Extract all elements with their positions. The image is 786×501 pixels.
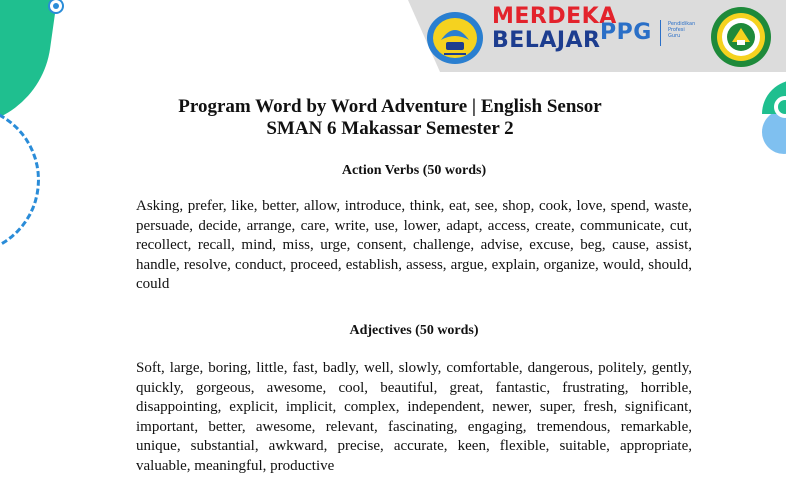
kemdikbud-logo-icon (424, 10, 486, 66)
ppg-sub-line: Pendidikan (668, 21, 696, 27)
section-text-action-verbs: Asking, prefer, like, better, allow, introduce, think, eat, see, shop, cook, love, spend, waste, persuade, decide, arrange, care, write, use, lower, adapt, access, create, communicate, cut, recollect, recall, mind, miss, urge, consent, challenge, advise, excuse, beg, cause, assist, handle, resolve, conduct, proceed, establish, assess, argue, explain, organize, would, should, could (136, 198, 692, 292)
document-title (120, 96, 660, 140)
ppg-sub-line: Guru (668, 33, 681, 39)
decorative-dot-icon (48, 0, 64, 14)
section-heading-adjectives: Adjectives (50 words) (349, 323, 479, 338)
title-line-1: Program Word by Word Adventure | English Sensor (178, 96, 602, 117)
ppg-separator (660, 20, 661, 46)
section-heading-action-verbs: Action Verbs (50 words) (341, 163, 487, 178)
ppg-sub-line: Profesi (668, 27, 685, 33)
decorative-dashed-arc (0, 105, 40, 255)
belajar-text: BELAJAR (492, 28, 601, 53)
section-text-adjectives: Soft, large, boring, little, fast, badly, well, slowly, comfortable, dangerous, politely, gently, quickly, gorgeous, awesome, cool, beautiful, great, fantastic, frustrating, horrible, disappointing, explicit, implicit, complex, independent, newer, super, fresh, significant, important, better, awesome, relevant, fascinating, engaging, tremendous, remarkable, unique, substantial, awkward, precise, accurate, keen, flexible, suitable, appropriate, valuable, meaningful, productive (136, 360, 692, 474)
ppg-subtitle (668, 21, 708, 39)
ppg-logo-text: PPG (600, 20, 652, 45)
merdeka-belajar-logo (492, 6, 617, 52)
decorative-green-shape (0, 0, 61, 138)
university-seal-icon (710, 6, 772, 68)
title-line-2: SMAN 6 Makassar Semester 2 (266, 118, 514, 139)
merdeka-text: MERDEKA (492, 4, 617, 29)
